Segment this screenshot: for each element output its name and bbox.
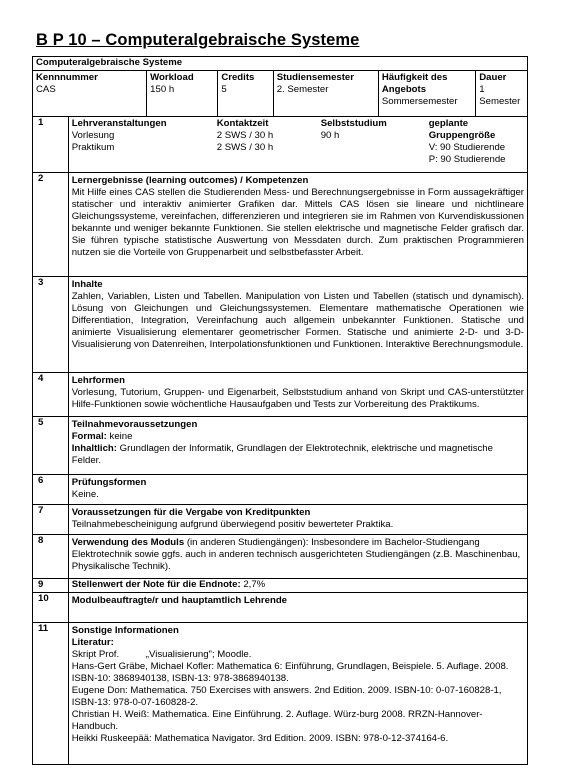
row-11: 11 Sonstige Informationen Literatur: Skript Prof. „Visualisierung"; Moodle. Hans-Gert Gräbe, Michael Kofler: Mathematica 6: Einführung, Grundlagen, Beispiele. 5. Auflage. 2008. ISBN-10: 3868940138, ISBN-13: 978-3868940138. Eugene Don: Mathematica. 750 Exercises with answers. 2nd Edition. 2009. ISBN-10: 0-07-160828-1, ISBN-13: 978-0-07-160828-2. Christian H. Weiß: Mathematica. Eine Einführung. 2. Auflage. Würz-burg 2008. RRZN-Hannover-Handbuch. Heikki Ruskeepää: Mathematica Navigator. 3rd Edition. 2009. ISBN: 978-0-12-374164-6.	[33, 623, 528, 765]
row-6: 6 Prüfungsformen Keine.	[33, 475, 528, 505]
row-heading: Voraussetzungen für die Vergabe von Kreditpunkten	[71, 507, 311, 518]
row-10: 10 Modulbeauftragte/r und hauptamtlich Lehrende	[33, 593, 528, 623]
literature-item: Christian H. Weiß: Mathematica. Eine Einführung. 2. Auflage. Würz-burg 2008. RRZN-Hannover-Handbuch.	[71, 709, 483, 732]
module-table	[32, 56, 528, 765]
credits-value: 5	[221, 84, 227, 95]
row-heading: Modulbeauftragte/r und hauptamtlich Lehrende	[71, 595, 288, 606]
credits-cell: Credits 5	[218, 71, 273, 117]
row-heading: Stellenwert der Note für die Endnote:	[71, 579, 241, 590]
haeufigkeit-value: Sommersemester	[381, 96, 458, 107]
row-2: 2 Lernergebnisse (learning outcomes) / Kompetenzen Mit Hilfe eines CAS stellen die Studierenden Mess- und Berechnungsergebnisse in Form aussagekräftiger statischer und interaktiv animierter Grafiken dar. Mittels CAS lösen sie lineare und nichtlineare Gleichungssysteme, vereinfachen, differenzieren und integrieren sie im Rahmen von Kurvendiskussionen bekannte und weniger bekannte Funktionen. Sie stellen elektrische und magnetische Felder grafisch dar. Sie führen typische statistische Auswertung von Messdaten durch. Zum praktischen Programmieren nutzen sie die Vorteile von Gruppenarbeit und selbstbefasster Arbeit.	[33, 173, 528, 277]
kennnummer-cell: Kennnummer CAS	[33, 71, 147, 117]
kennnummer-value: CAS	[36, 84, 56, 95]
row-4: 4 Lehrformen Vorlesung, Tutorium, Gruppen- und Eigenarbeit, Selbststudium anhand von Skript und CAS-unterstützter Hilfe-Funktionen sowie wöchentliche Hausaufgaben und Tests zur Vorbereitung des Praktikums.	[33, 373, 528, 417]
row-9: 9 Stellenwert der Note für die Endnote: 2,7%	[33, 579, 528, 593]
literature-item: Hans-Gert Gräbe, Michael Kofler: Mathematica 6: Einführung, Grundlagen, Beispiele. 5. Auflage. 2008. ISBN-10: 3868940138, ISBN-13: 978-3868940138.	[71, 661, 509, 684]
endnote-value: 2,7%	[243, 579, 266, 590]
row-8: 8 Verwendung des Moduls (in anderen Studiengängen): Insbesondere im Bachelor-Studiengang Elektrotechnik sowie ggfs. auch in anderen technisch ausgerichteten Studiengängen (z.B. Maschinenbau, Physikalische Technik).	[33, 535, 528, 579]
module-header-row	[33, 71, 528, 117]
haeufigkeit-cell: Häufigkeit des Angebots Sommersemester	[378, 71, 475, 117]
literature-item: Eugene Don: Mathematica. 750 Exercises with answers. 2nd Edition. 2009. ISBN-10: 0-07-160828-1, ISBN-13: 978-0-07-160828-2.	[71, 685, 502, 708]
row-7: 7 Voraussetzungen für die Vergabe von Kreditpunkten Teilnahmebescheinigung aufgrund überwiegend positiv bewerteter Praktika.	[33, 505, 528, 535]
row-3: 3 Inhalte Zahlen, Variablen, Listen und Tabellen. Manipulation von Listen und Tabellen (statisch und dynamisch). Lösung von Gleichungen und Gleichungssystemen. Elementare mathematische Operationen wie Differentiation, Integration, Vereinfachung auch allgemein unbekannter Funktionen. Statische und animierte Visualisierung elementarer geometrischer Formen. Statische und animierte 2-D- und 3-D-Visualisierung von Datenreihen, Interpolationsfunktionen und Funktionen. Interaktive Berechnungsmodule.	[33, 277, 528, 373]
literature-item: Heikki Ruskeepää: Mathematica Navigator. 3rd Edition. 2009. ISBN: 978-0-12-374164-6.	[71, 733, 449, 744]
workload-value: 150 h	[150, 84, 175, 95]
semester-value: 2. Semester	[276, 84, 329, 95]
row-heading: Lernergebnisse (learning outcomes) / Kompetenzen	[71, 175, 309, 186]
dauer-value: 1 Semester	[479, 84, 521, 107]
row-heading: Inhalte	[71, 279, 103, 290]
row-heading: Verwendung des Moduls	[71, 537, 185, 548]
row-heading: Prüfungsformen	[71, 477, 147, 488]
module-name: Computeralgebraische Systeme	[33, 57, 528, 71]
row-5: 5 Teilnahmevoraussetzungen Formal: keine Inhaltlich: Grundlagen der Informatik, Grundlagen der Elektrotechnik, elektrische und magnetische Felder.	[33, 417, 528, 475]
row-1: 1 Lehrveranstaltungen Vorlesung Praktikum Kontaktzeit 2 SWS / 30 h 2 SWS / 30 h Selbststudium 90 h geplante Gruppengröße V: 90 Studierende P: 90 Studierende	[33, 117, 528, 173]
workload-cell: Workload 150 h	[147, 71, 218, 117]
row-heading: Sonstige Informationen	[71, 625, 179, 636]
dauer-cell: Dauer 1 Semester	[476, 71, 528, 117]
row-heading: Teilnahmevoraussetzungen	[71, 419, 198, 430]
literature-label: Literatur:	[71, 637, 114, 648]
row-heading: Lehrformen	[71, 375, 125, 386]
literature-item: Skript Prof. „Visualisierung"; Moodle.	[71, 649, 252, 660]
page-title: B P 10 – Computeralgebraische Systeme	[36, 31, 360, 49]
semester-cell: Studiensemester 2. Semester	[273, 71, 378, 117]
